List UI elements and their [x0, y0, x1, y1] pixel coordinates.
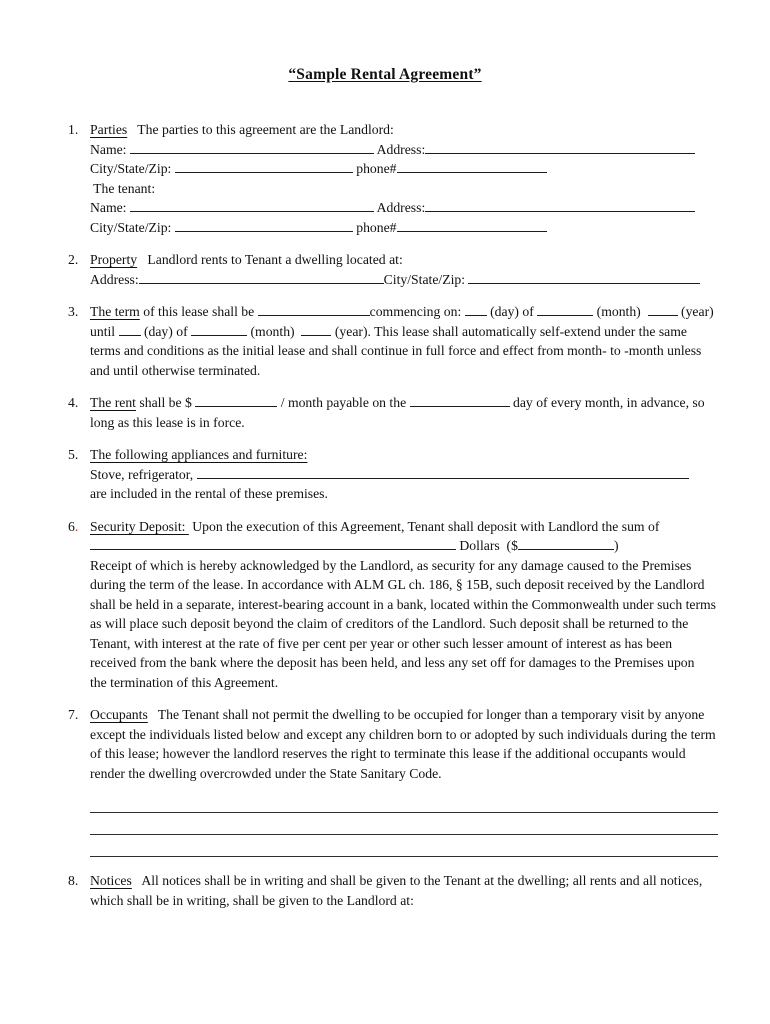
underlined-label: Occupants — [90, 707, 148, 722]
item-body — [90, 445, 740, 504]
blank-field — [425, 141, 695, 154]
text-run: Address: — [373, 141, 426, 157]
agreement-item — [68, 705, 740, 858]
item-number-text: 4. — [68, 395, 79, 410]
text-run: (year) — [677, 304, 714, 319]
item-number-text: 2. — [68, 252, 79, 267]
blank-field — [301, 323, 331, 336]
text-run: received from the bank where the deposit has been held, and less any set off for damages to the Premises upon — [90, 655, 695, 670]
text-run: which shall be in writing, shall be given to the Landlord at: — [90, 892, 414, 908]
text-run: phone# — [352, 219, 397, 235]
form-line — [90, 250, 740, 270]
text-run: (month) — [247, 323, 302, 339]
fill-in-line — [90, 792, 718, 813]
text-run: The Tenant shall not permit the dwelling to be occupied for longer than a temporary visit by anyone — [147, 707, 705, 722]
form-line — [90, 361, 740, 381]
blank-field — [518, 537, 614, 550]
text-run: commencing on: — [369, 304, 465, 319]
item-body — [90, 250, 740, 289]
form-line — [90, 218, 740, 238]
text-run: are included in the rental of these premises. — [90, 486, 328, 501]
form-line — [90, 322, 740, 342]
text-run: (year). This lease shall automatically self-extend under the same — [331, 323, 687, 339]
blank-field — [197, 466, 689, 479]
item-number-text: 3. — [68, 304, 79, 319]
blank-field — [648, 303, 678, 316]
underlined-label: Notices — [90, 873, 132, 888]
text-run: ) — [613, 538, 619, 553]
form-line — [90, 484, 740, 504]
form-line — [90, 764, 740, 784]
blank-field — [191, 323, 247, 336]
text-run: Tenant, with interest at the rate of five per cent per year or other such lesser amount of interest as has been — [90, 635, 673, 651]
item-number-text: . — [74, 518, 79, 534]
text-run: All notices shall be in writing and shall be given to the Tenant at the dwelling; all rents and all notices, — [131, 873, 703, 888]
text-run: render the dwelling overcrowded under the State Sanitary Code. — [90, 765, 442, 781]
agreement-item — [68, 302, 740, 380]
item-body — [90, 120, 740, 237]
item-number-text: 8. — [68, 873, 79, 888]
blank-field — [397, 219, 547, 232]
underlined-label: The term — [90, 304, 140, 319]
fill-in-line — [90, 836, 718, 857]
agreement-item — [68, 120, 740, 237]
blank-field — [130, 199, 374, 212]
text-run: long as this lease is in force. — [90, 414, 245, 430]
form-line — [90, 393, 740, 413]
item-number-text: 7. — [68, 707, 79, 722]
text-run: of this lease shall be — [139, 304, 258, 319]
text-run: terms and conditions as the initial lease and shall continue in full force and effect from month- to -month unless — [90, 343, 702, 358]
text-run: except the individuals listed below and except any children born to or adopted by such individuals during the term — [90, 726, 716, 742]
agreement-item — [68, 445, 740, 504]
blank-field — [465, 303, 487, 316]
item-number-text: 6 — [68, 518, 75, 534]
text-run: as will place such deposit beyond the claim of creditors of the Landlord. Such deposit shall be returned to the — [90, 616, 689, 631]
form-line — [90, 634, 740, 654]
blank-field — [139, 271, 384, 284]
item-number — [68, 302, 90, 380]
text-run: until — [90, 323, 119, 339]
item-number — [68, 120, 90, 237]
text-run: shall be held in a separate, interest-bearing account in a bank, located within the Commonwealth under such terms — [90, 596, 717, 612]
item-body — [90, 871, 740, 910]
item-number-text: 5. — [68, 447, 79, 462]
agreement-item — [68, 517, 740, 693]
form-line — [90, 120, 740, 140]
text-run: (day) of — [486, 304, 538, 319]
item-body — [90, 393, 740, 432]
text-run: / month payable on the — [277, 395, 410, 410]
text-run: phone# — [352, 161, 397, 176]
blank-field — [410, 394, 510, 407]
form-line — [90, 198, 740, 218]
agreement-item — [68, 250, 740, 289]
text-run: Upon the execution of this Agreement, Tenant shall deposit with Landlord the sum of — [188, 518, 660, 534]
agreement-item — [68, 871, 740, 910]
text-run: Address: — [373, 200, 426, 215]
form-line — [90, 891, 740, 911]
text-run: of this lease; however the landlord reserves the right to terminate this lease if the additional occupants would — [90, 746, 686, 761]
form-line — [90, 871, 740, 891]
item-number — [68, 517, 90, 693]
form-line — [90, 302, 740, 322]
form-line — [90, 465, 740, 485]
text-run: the termination of this Agreement. — [90, 674, 279, 690]
form-line — [90, 179, 740, 199]
text-run: Stove, refrigerator, — [90, 466, 197, 482]
blank-field — [258, 303, 370, 316]
item-body — [90, 705, 740, 858]
blank-field — [425, 199, 695, 212]
document-items — [0, 120, 770, 910]
form-line — [90, 744, 740, 764]
blank-field — [195, 394, 277, 407]
text-run: and until otherwise terminated. — [90, 362, 261, 378]
underlined-label: Property — [90, 252, 138, 267]
text-run: Receipt of which is hereby acknowledged by the Landlord, as security for any damage caused to the Premises — [90, 557, 692, 573]
text-run: City/State/Zip: — [90, 219, 175, 235]
blank-field — [175, 160, 353, 173]
text-run: City/State/Zip: — [90, 161, 175, 176]
form-line — [90, 270, 740, 290]
blank-field — [130, 141, 374, 154]
text-run: Name: — [90, 200, 130, 215]
fill-in-line — [90, 814, 718, 835]
blank-field — [397, 160, 547, 173]
form-line — [90, 556, 740, 576]
document-title: “Sample Rental Agreement” — [288, 66, 482, 83]
form-line — [90, 673, 740, 693]
form-line — [90, 140, 740, 160]
text-run: Landlord rents to Tenant a dwelling located at: — [137, 252, 403, 267]
blank-field — [90, 537, 456, 550]
blank-field — [468, 271, 700, 284]
item-number — [68, 871, 90, 910]
item-number — [68, 445, 90, 504]
text-run: shall be $ — [135, 395, 196, 410]
blank-field — [175, 219, 353, 232]
text-run: Name: — [90, 141, 130, 157]
form-line — [90, 341, 740, 361]
blank-field — [537, 303, 593, 316]
form-line — [90, 705, 740, 725]
form-line — [90, 159, 740, 179]
underlined-label: The rent — [90, 395, 136, 410]
item-number-text: 1. — [68, 122, 79, 137]
text-run: The tenant: — [90, 180, 156, 196]
text-run: The parties to this agreement are the Landlord: — [127, 122, 394, 137]
text-run: during the term of the lease. In accordance with ALM GL ch. 186, § 15B, such deposit received by the Landlord — [90, 577, 705, 592]
item-number — [68, 393, 90, 432]
blank-field — [119, 323, 141, 336]
item-body — [90, 302, 740, 380]
text-run: (day) of — [140, 323, 192, 339]
underlined-label: The following appliances and furniture: — [90, 447, 308, 462]
item-body — [90, 517, 740, 693]
text-run: Address: — [90, 271, 139, 287]
form-line — [90, 445, 740, 465]
form-line — [90, 595, 740, 615]
text-run: day of every month, in advance, so — [509, 395, 705, 410]
form-line — [90, 653, 740, 673]
form-line — [90, 725, 740, 745]
form-line — [90, 614, 740, 634]
underlined-label: Parties — [90, 122, 128, 137]
text-run: Dollars ($ — [456, 538, 518, 553]
item-number — [68, 250, 90, 289]
item-number — [68, 705, 90, 858]
text-run: (month) — [593, 304, 648, 319]
form-line — [90, 536, 740, 556]
text-run: City/State/Zip: — [383, 271, 469, 287]
underlined-label: Security Deposit: — [90, 518, 189, 534]
agreement-item — [68, 393, 740, 432]
form-line — [90, 575, 740, 595]
form-line — [90, 517, 740, 537]
form-line — [90, 413, 740, 433]
